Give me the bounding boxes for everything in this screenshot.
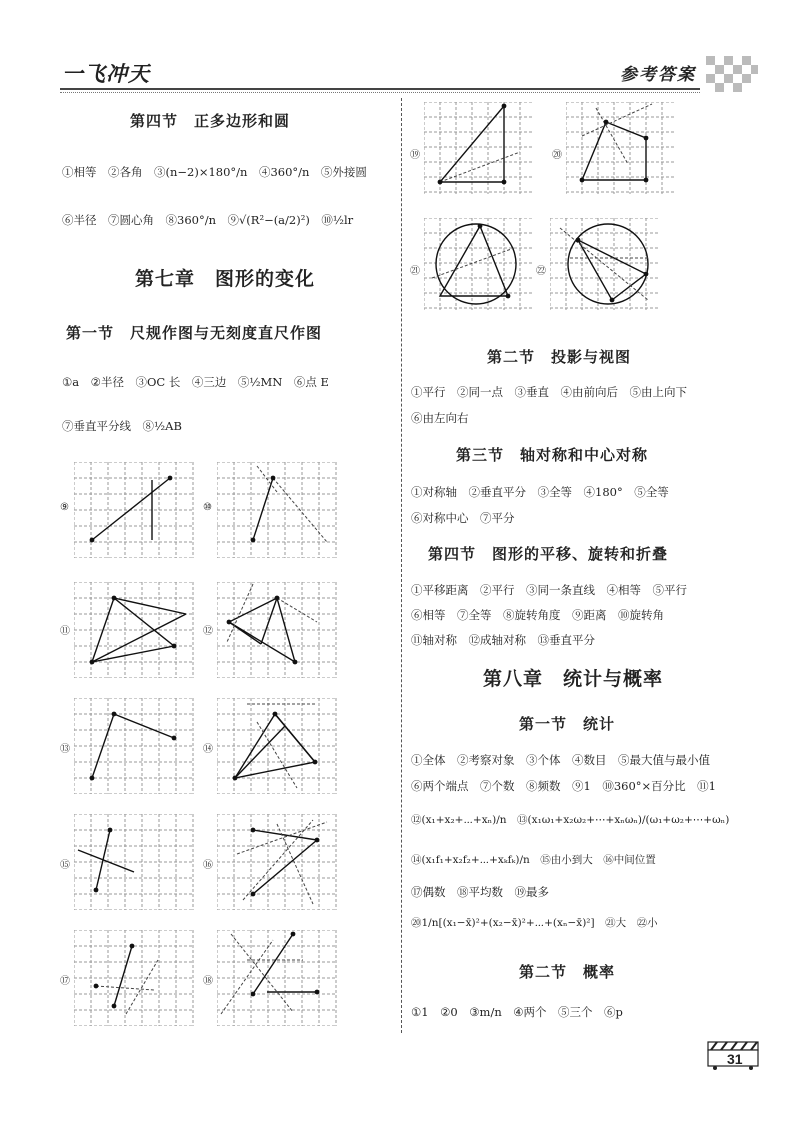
figure-number: ⑳	[552, 150, 562, 161]
section-title-symmetry: 第三节 轴对称和中心对称	[456, 446, 649, 464]
construction-figure-9	[74, 462, 194, 558]
answer-row: ①a ②半径 ③OC 长 ④三边 ⑤½MN ⑥点 E	[62, 375, 329, 389]
section-title-transform: 第四节 图形的平移、旋转和折叠	[428, 545, 669, 563]
answer-row: ⑥由左向右	[411, 411, 469, 425]
answer-row: ①相等 ②各角 ③(n−2)×180°/n ④360°/n ⑤外接圆	[62, 165, 367, 179]
checker-decoration	[706, 56, 758, 92]
construction-figure-11	[74, 582, 194, 678]
section-title-statistics: 第一节 统计	[519, 715, 616, 733]
section-title-probability: 第二节 概率	[519, 963, 616, 981]
chapter-title: 第七章 图形的变化	[135, 268, 316, 290]
answer-row: ①全体 ②考察对象 ③个体 ④数目 ⑤最大值与最小值	[411, 753, 710, 767]
construction-figure-12	[217, 582, 337, 678]
header-title: 参考答案	[620, 65, 696, 85]
answer-row: ①对称轴 ②垂直平分 ③全等 ④180° ⑤全等	[411, 485, 669, 499]
construction-figure-10	[217, 462, 337, 558]
construction-figure-13	[74, 698, 194, 794]
answer-row: ⑥两个端点 ⑦个数 ⑧频数 ⑨1 ⑩360°×百分比 ⑪1	[411, 779, 716, 793]
construction-figure-18	[217, 930, 337, 1026]
section-title-regular-polygon: 第四节 正多边形和圆	[130, 112, 291, 130]
answer-row: ⑥对称中心 ⑦平分	[411, 511, 515, 525]
answer-row: ⑦垂直平分线 ⑧½AB	[62, 419, 182, 433]
answer-row: ①平移距离 ②平行 ③同一条直线 ④相等 ⑤平行	[411, 583, 687, 597]
construction-figure-21	[424, 218, 534, 310]
construction-figure-14	[217, 698, 337, 794]
answer-row: ⑰偶数 ⑱平均数 ⑲最多	[411, 885, 549, 899]
construction-figure-20	[566, 102, 676, 194]
page-number: 31	[727, 1051, 743, 1067]
figure-number: ⑱	[203, 976, 213, 987]
construction-figure-16	[217, 814, 337, 910]
answer-row: ⑥半径 ⑦圆心角 ⑧360°/n ⑨√(R²−(a/2)²) ⑩½lr	[62, 213, 354, 227]
figure-number: ㉑	[410, 266, 420, 277]
answer-row: ⑭(x₁f₁+x₂f₂+⋯+xₖfₖ)/n ⑮由小到大 ⑯中间位置	[411, 854, 656, 866]
answer-row: ①平行 ②同一点 ③垂直 ④由前向后 ⑤由上向下	[411, 385, 687, 399]
answer-row: ⑥相等 ⑦全等 ⑧旋转角度 ⑨距离 ⑩旋转角	[411, 608, 664, 622]
construction-figure-19	[424, 102, 534, 194]
figure-number: ⑲	[410, 150, 420, 161]
answer-row: ⑳1/n[(x₁−x̄)²+(x₂−x̄)²+⋯+(xₙ−x̄)²] ㉑大 ㉒小	[411, 917, 658, 929]
header-rule	[60, 88, 700, 90]
figure-number: ⑰	[60, 976, 70, 987]
construction-figure-15	[74, 814, 194, 910]
brand-logo: 一飞冲天	[62, 61, 150, 86]
chapter-title: 第八章 统计与概率	[483, 668, 664, 690]
figure-number: ㉒	[536, 266, 546, 277]
figure-number: ⑭	[203, 744, 213, 755]
figure-number: ⑫	[203, 626, 213, 637]
header-rule-dotted	[60, 92, 700, 93]
figure-number: ⑬	[60, 744, 70, 755]
construction-figure-17	[74, 930, 194, 1026]
construction-figure-22	[550, 218, 660, 310]
figure-number: ⑩	[203, 502, 212, 513]
figure-number: ⑯	[203, 860, 213, 871]
figure-number: ⑨	[60, 502, 69, 513]
figure-number: ⑮	[60, 860, 70, 871]
column-divider	[401, 98, 402, 1033]
section-title-projection: 第二节 投影与视图	[487, 348, 632, 366]
answer-row: ⑫(x₁+x₂+⋯+xₙ)/n ⑬(x₁ω₁+x₂ω₂+⋯+xₙωₙ)/(ω₁+ω₂+⋯+ωₙ)	[411, 814, 730, 826]
section-title-constructions: 第一节 尺规作图与无刻度直尺作图	[66, 324, 323, 342]
figure-number: ⑪	[60, 626, 70, 637]
answer-row: ⑪轴对称 ⑫成轴对称 ⑬垂直平分	[411, 633, 595, 647]
answer-row: ①1 ②0 ③m/n ④两个 ⑤三个 ⑥p	[411, 1005, 623, 1019]
